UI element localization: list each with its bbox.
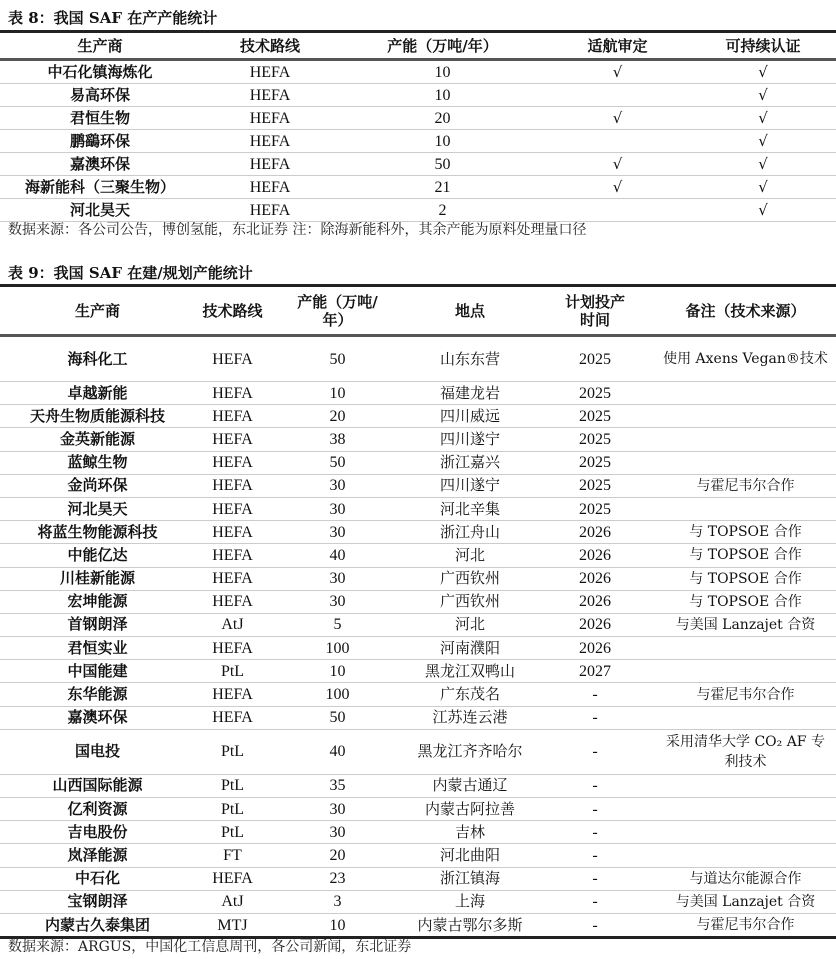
table-cell: 中石化镇海炼化	[0, 60, 200, 84]
table-cell: 与 TOPSOE 合作	[655, 544, 836, 567]
table-cell: 河北昊天	[0, 497, 195, 520]
table-cell: PtL	[195, 821, 270, 844]
table-cell: 亿利资源	[0, 798, 195, 821]
table-cell: 易高环保	[0, 84, 200, 107]
table-cell: √	[690, 84, 836, 107]
table-cell: 30	[270, 567, 405, 590]
table-cell: 40	[270, 544, 405, 567]
table-cell: AtJ	[195, 890, 270, 913]
table-cell	[655, 451, 836, 474]
table-cell	[655, 798, 836, 821]
table-cell: PtL	[195, 729, 270, 774]
table8-note: 数据来源：各公司公告，博创氢能，东北证券 注：除海新能科外，其余产能为原料处理量口径	[8, 222, 587, 238]
table-cell: 100	[270, 637, 405, 660]
table-cell: 100	[270, 683, 405, 706]
table-cell: 与 TOPSOE 合作	[655, 567, 836, 590]
table-cell: 浙江镇海	[405, 867, 535, 890]
table-row	[0, 660, 836, 683]
table-cell: 四川遂宁	[405, 474, 535, 497]
header-route: 技术路线	[200, 32, 340, 60]
table-cell: 吉林	[405, 821, 535, 844]
table-cell: HEFA	[200, 176, 340, 199]
table-row	[0, 176, 836, 199]
table-cell: √	[690, 130, 836, 153]
table-cell: HEFA	[195, 474, 270, 497]
table-cell: 与 TOPSOE 合作	[655, 590, 836, 613]
table-cell: 2026	[535, 521, 655, 544]
table-row	[0, 637, 836, 660]
table-cell: 40	[270, 729, 405, 774]
table-cell: 海科化工	[0, 336, 195, 382]
table-row	[0, 590, 836, 613]
table-row	[0, 774, 836, 797]
table-cell: 福建龙岩	[405, 382, 535, 405]
table-cell: 君恒生物	[0, 107, 200, 130]
table-cell: 蓝鲸生物	[0, 451, 195, 474]
table-cell: -	[535, 683, 655, 706]
table-cell: -	[535, 821, 655, 844]
table-cell: 黑龙江双鸭山	[405, 660, 535, 683]
table-cell: 四川威远	[405, 405, 535, 428]
table-cell	[655, 497, 836, 520]
table-cell: 20	[340, 107, 545, 130]
table-cell: 10	[340, 130, 545, 153]
table-cell: 将蓝生物能源科技	[0, 521, 195, 544]
table-cell: HEFA	[195, 382, 270, 405]
table-cell	[545, 84, 690, 107]
table8-title: 表 8：我国 SAF 在产产能统计	[8, 9, 218, 27]
table-cell: 河北	[405, 613, 535, 636]
table-cell: 河南濮阳	[405, 637, 535, 660]
table-cell: 30	[270, 474, 405, 497]
table-cell: PtL	[195, 774, 270, 797]
table-row	[0, 821, 836, 844]
table-cell: 嘉澳环保	[0, 706, 195, 729]
table-cell	[655, 844, 836, 867]
table-cell: √	[690, 60, 836, 84]
table-cell: 10	[270, 660, 405, 683]
table-cell: 鹏鷂环保	[0, 130, 200, 153]
header-capacity-text: 产能（万吨/年）	[297, 292, 378, 329]
table-cell: 宏坤能源	[0, 590, 195, 613]
table-cell: 卓越新能	[0, 382, 195, 405]
table-cell: 中国能建	[0, 660, 195, 683]
table-cell: 35	[270, 774, 405, 797]
table-cell: 广东茂名	[405, 683, 535, 706]
table-cell: √	[690, 199, 836, 222]
table-row	[0, 890, 836, 913]
table-cell: 使用 Axens Vegan®技术	[655, 336, 836, 382]
table-cell: 30	[270, 798, 405, 821]
table-cell: -	[535, 844, 655, 867]
table-cell: 吉电股份	[0, 821, 195, 844]
table-cell: AtJ	[195, 613, 270, 636]
table-cell: 金英新能源	[0, 428, 195, 451]
table-cell: 30	[270, 497, 405, 520]
table-cell: √	[690, 176, 836, 199]
table-cell: 2026	[535, 613, 655, 636]
table-cell: 河北	[405, 544, 535, 567]
table9-note: 数据来源：ARGUS，中国化工信息周刊，各公司新闻，东北证券	[8, 939, 412, 955]
table9-header	[0, 286, 836, 336]
table-cell: 内蒙古鄂尔多斯	[405, 913, 535, 937]
table-cell: 黑龙江齐齐哈尔	[405, 729, 535, 774]
header-capacity	[270, 286, 405, 336]
table-cell: 2025	[535, 336, 655, 382]
table-cell: 宝钢朗泽	[0, 890, 195, 913]
header-remark: 备注（技术来源）	[655, 286, 836, 336]
table-cell: 2026	[535, 590, 655, 613]
table-cell: 东华能源	[0, 683, 195, 706]
table-cell: 江苏连云港	[405, 706, 535, 729]
table-cell: 2025	[535, 405, 655, 428]
table-cell: HEFA	[200, 153, 340, 176]
table-cell: 50	[270, 706, 405, 729]
table-row	[0, 107, 836, 130]
table-cell: 10	[340, 60, 545, 84]
table-cell	[655, 382, 836, 405]
table-row	[0, 867, 836, 890]
table-cell: 50	[270, 336, 405, 382]
table-cell: HEFA	[195, 683, 270, 706]
table-row	[0, 913, 836, 937]
table-cell: HEFA	[200, 107, 340, 130]
header-route: 技术路线	[195, 286, 270, 336]
table-cell: 2025	[535, 497, 655, 520]
table-row	[0, 567, 836, 590]
table-cell: 内蒙古久泰集团	[0, 913, 195, 937]
table-cell: HEFA	[195, 521, 270, 544]
table-cell: 上海	[405, 890, 535, 913]
table-cell: 10	[270, 913, 405, 937]
table9	[0, 284, 836, 939]
header-start-time-text: 计划投产时间	[564, 292, 625, 329]
table-cell	[655, 428, 836, 451]
table-cell: 山西国际能源	[0, 774, 195, 797]
header-start-time	[535, 286, 655, 336]
table-cell: 四川遂宁	[405, 428, 535, 451]
table-cell: HEFA	[195, 637, 270, 660]
table-cell: 内蒙古通辽	[405, 774, 535, 797]
table-cell: 30	[270, 590, 405, 613]
table-row	[0, 798, 836, 821]
table-cell: PtL	[195, 660, 270, 683]
table-row	[0, 336, 836, 382]
table-cell: 广西钦州	[405, 590, 535, 613]
table-cell: √	[545, 107, 690, 130]
table-cell: -	[535, 729, 655, 774]
table-cell: HEFA	[200, 199, 340, 222]
table-cell: HEFA	[195, 706, 270, 729]
table-cell: √	[545, 176, 690, 199]
table-row	[0, 153, 836, 176]
table-cell: 30	[270, 821, 405, 844]
table-cell: HEFA	[200, 60, 340, 84]
table-cell: 2025	[535, 428, 655, 451]
table-row	[0, 428, 836, 451]
header-producer: 生产商	[0, 32, 200, 60]
table-cell	[655, 774, 836, 797]
table-cell: 海新能科（三聚生物）	[0, 176, 200, 199]
table-cell: MTJ	[195, 913, 270, 937]
table-cell: 与美国 Lanzajet 合资	[655, 890, 836, 913]
table-cell: 与霍尼韦尔合作	[655, 474, 836, 497]
table-row	[0, 405, 836, 428]
table-row	[0, 60, 836, 84]
table-cell: 2025	[535, 474, 655, 497]
table-row	[0, 130, 836, 153]
table-cell: -	[535, 890, 655, 913]
table-cell: 河北辛集	[405, 497, 535, 520]
table-cell: 10	[340, 84, 545, 107]
table-cell: 20	[270, 405, 405, 428]
table-cell: 5	[270, 613, 405, 636]
table-cell: 国电投	[0, 729, 195, 774]
table-cell: 浙江舟山	[405, 521, 535, 544]
table-cell: 采用清华大学 CO₂ AF 专利技术	[655, 729, 836, 774]
table-cell: -	[535, 798, 655, 821]
table-cell: 中石化	[0, 867, 195, 890]
table-cell: 与霍尼韦尔合作	[655, 683, 836, 706]
table-row	[0, 844, 836, 867]
table-cell: 广西钦州	[405, 567, 535, 590]
table-row	[0, 521, 836, 544]
table9-title: 表 9：我国 SAF 在建/规划产能统计	[8, 264, 253, 282]
table-cell: 天舟生物质能源科技	[0, 405, 195, 428]
table-cell: 21	[340, 176, 545, 199]
table-cell: PtL	[195, 798, 270, 821]
table-cell: 内蒙古阿拉善	[405, 798, 535, 821]
table-row	[0, 84, 836, 107]
table-cell	[655, 660, 836, 683]
table-row	[0, 613, 836, 636]
table-cell: 嘉澳环保	[0, 153, 200, 176]
table-cell: HEFA	[195, 428, 270, 451]
table-cell: HEFA	[195, 451, 270, 474]
table-cell: √	[690, 107, 836, 130]
table-cell	[655, 405, 836, 428]
table-cell: 2026	[535, 544, 655, 567]
table-cell: 河北曲阳	[405, 844, 535, 867]
table-row	[0, 451, 836, 474]
table8	[0, 30, 836, 222]
table-cell: √	[690, 153, 836, 176]
table-cell: -	[535, 706, 655, 729]
table-cell: HEFA	[195, 405, 270, 428]
table-cell: 30	[270, 521, 405, 544]
table-cell: 川桂新能源	[0, 567, 195, 590]
header-producer: 生产商	[0, 286, 195, 336]
table-cell: 2026	[535, 637, 655, 660]
table-cell: 2026	[535, 567, 655, 590]
table-cell: -	[535, 867, 655, 890]
table-cell	[545, 130, 690, 153]
header-sustainability: 可持续认证	[690, 32, 836, 60]
header-capacity: 产能（万吨/年）	[340, 32, 545, 60]
table-cell: -	[535, 774, 655, 797]
table-row	[0, 683, 836, 706]
table-cell: 10	[270, 382, 405, 405]
table-row	[0, 544, 836, 567]
table-row	[0, 706, 836, 729]
table-cell	[655, 821, 836, 844]
table-cell: 2	[340, 199, 545, 222]
table-cell: 2027	[535, 660, 655, 683]
table-cell: HEFA	[195, 567, 270, 590]
table-cell: √	[545, 153, 690, 176]
table-cell: 与道达尔能源合作	[655, 867, 836, 890]
table-cell	[655, 706, 836, 729]
table-cell: 君恒实业	[0, 637, 195, 660]
table8-header	[0, 32, 836, 60]
table-cell: HEFA	[195, 336, 270, 382]
table-cell: HEFA	[200, 84, 340, 107]
table-row	[0, 474, 836, 497]
table-cell: 金尚环保	[0, 474, 195, 497]
table-cell	[655, 637, 836, 660]
table-cell: 2025	[535, 382, 655, 405]
table-cell: 首钢朗泽	[0, 613, 195, 636]
header-airworthiness: 适航审定	[545, 32, 690, 60]
table-cell: 岚泽能源	[0, 844, 195, 867]
table-cell: 浙江嘉兴	[405, 451, 535, 474]
table-cell: √	[545, 60, 690, 84]
table-row	[0, 497, 836, 520]
table-cell: HEFA	[195, 497, 270, 520]
table-cell: -	[535, 913, 655, 937]
table-cell: 与美国 Lanzajet 合资	[655, 613, 836, 636]
table-cell: 50	[340, 153, 545, 176]
table-cell: HEFA	[200, 130, 340, 153]
table-cell: 23	[270, 867, 405, 890]
table-cell: HEFA	[195, 867, 270, 890]
table-cell: 与霍尼韦尔合作	[655, 913, 836, 937]
table-cell: HEFA	[195, 590, 270, 613]
table-cell: FT	[195, 844, 270, 867]
table-cell: 3	[270, 890, 405, 913]
table-cell: 与 TOPSOE 合作	[655, 521, 836, 544]
table-row	[0, 729, 836, 774]
table-cell: 20	[270, 844, 405, 867]
table-cell: 2025	[535, 451, 655, 474]
table-cell: 河北昊天	[0, 199, 200, 222]
table-cell: HEFA	[195, 544, 270, 567]
table-cell: 山东东营	[405, 336, 535, 382]
table-cell: 中能亿达	[0, 544, 195, 567]
table-cell: 50	[270, 451, 405, 474]
table-cell: 38	[270, 428, 405, 451]
table-row	[0, 382, 836, 405]
header-location: 地点	[405, 286, 535, 336]
